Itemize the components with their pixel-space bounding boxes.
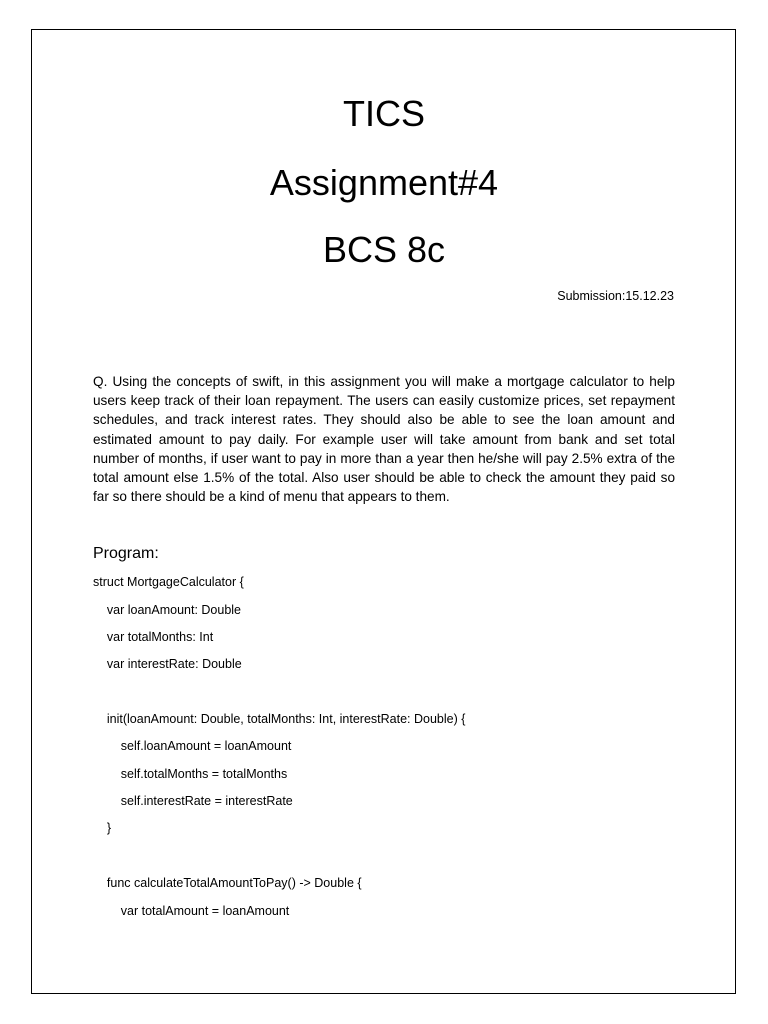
code-line: var loanAmount: Double — [93, 603, 241, 617]
submission-date: Submission:15.12.23 — [557, 289, 674, 303]
title-assignment: Assignment#4 — [269, 162, 499, 203]
code-line: self.totalMonths = totalMonths — [93, 767, 288, 781]
title-class: BCS 8c — [322, 229, 446, 270]
title-course: TICS — [342, 93, 425, 134]
code-line: self.loanAmount = loanAmount — [93, 739, 292, 753]
code-line: var interestRate: Double — [93, 657, 242, 671]
code-line: func calculateTotalAmountToPay() -> Double { — [93, 876, 362, 890]
code-line: init(loanAmount: Double, totalMonths: Int, interestRate: Double) { — [93, 712, 466, 726]
code-line: self.interestRate = interestRate — [93, 794, 293, 808]
question-paragraph: Q. Using the concepts of swift, in this assignment you will make a mortgage calculator to help users keep track of their loan repayment. The users can easily customize prices, set repayment schedules, and track interest rates. They should also be able to see the loan amount and estimated amount to pay daily. For example user will take amount from bank and set total number of months, if user want to pay in more than a year then he/she will pay 2.5% extra of the total amount else 1.5% of the total. Also user should be able to check the amount they paid so far so there should be a kind of menu that appears to them. — [93, 374, 675, 505]
code-line: var totalAmount = loanAmount — [93, 904, 290, 918]
code-line: var totalMonths: Int — [93, 630, 214, 644]
code-line: } — [93, 821, 112, 835]
code-line: struct MortgageCalculator { — [93, 575, 244, 589]
program-heading: Program: — [93, 545, 159, 562]
